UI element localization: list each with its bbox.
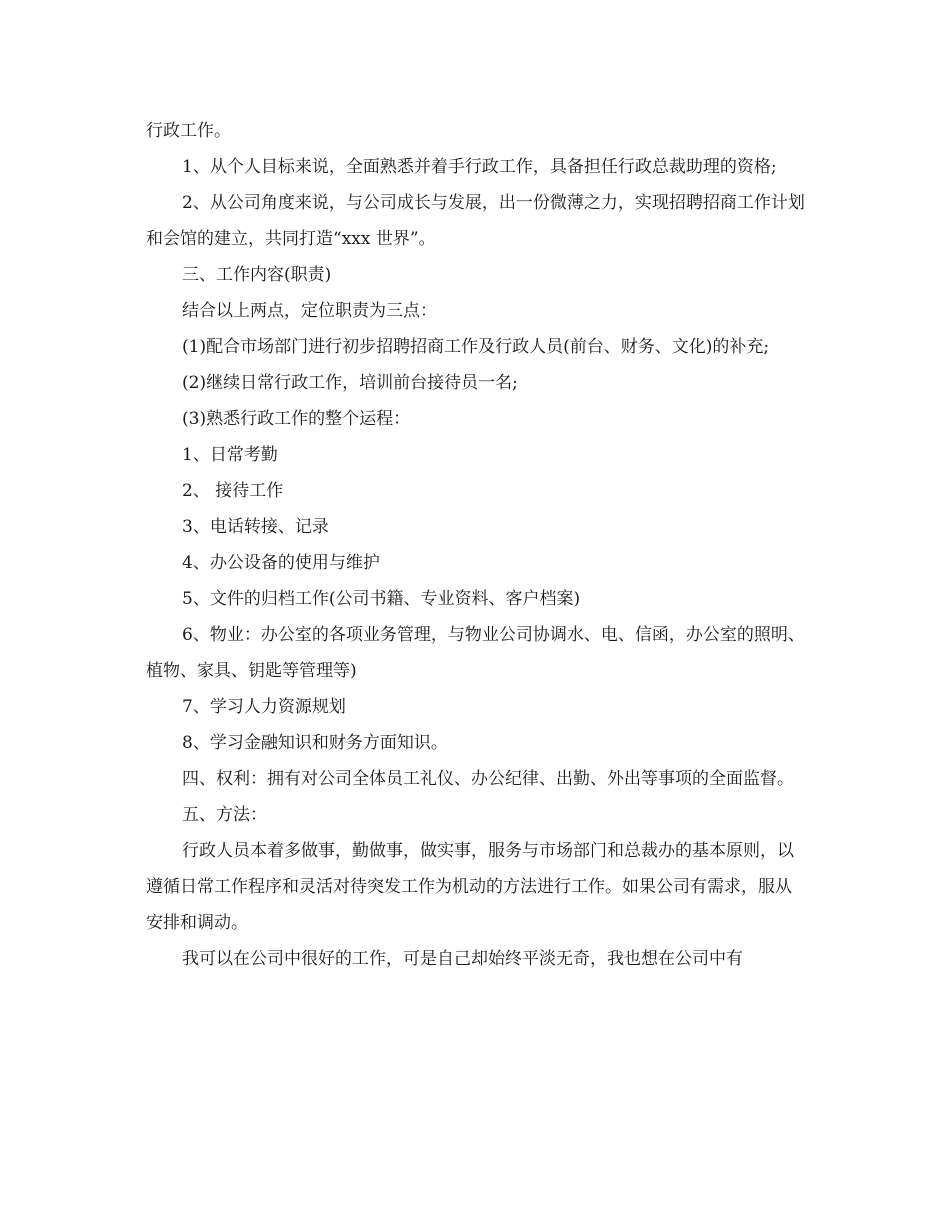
paragraph-closing: 我可以在公司中很好的工作，可是自己却始终平淡无奇，我也想在公司中有 <box>182 949 743 969</box>
paragraph-goal-company: 2、从公司角度来说，与公司成长与发展，出一份微薄之力，实现招聘招商工作计划和会馆的建立，共同打造“xxx 世界”。 <box>146 193 805 249</box>
duty-item-2: (2)继续日常行政工作，培训前台接待员一名; <box>182 373 518 393</box>
list-item-finance: 8、学习金融知识和财务方面知识。 <box>182 733 448 753</box>
section-heading-rights: 四、权利：拥有对公司全体员工礼仪、办公纪律、出勤、外出等事项的全面监督。 <box>182 769 794 789</box>
paragraph-continuation: 行政工作。 <box>146 121 231 141</box>
list-item-filing: 5、文件的归档工作(公司书籍、专业资料、客户档案) <box>182 589 581 609</box>
paragraph-methods: 行政人员本着多做事，勤做事，做实事，服务与市场部门和总裁办的基本原则，以遵循日常工作程序和灵活对待突发工作为机动的方法进行工作。如果公司有需求，服从安排和调动。 <box>146 841 794 933</box>
section-heading-methods: 五、方法： <box>182 805 267 825</box>
list-item-reception: 2、 接待工作 <box>182 481 284 501</box>
list-item-equipment: 4、办公设备的使用与维护 <box>182 553 380 573</box>
duty-item-1: (1)配合市场部门进行初步招聘招商工作及行政人员(前台、财务、文化)的补充; <box>182 337 770 357</box>
section-heading-duties: 三、工作内容(职责) <box>182 265 332 285</box>
list-item-phone: 3、电话转接、记录 <box>182 517 329 537</box>
paragraph-duties-intro: 结合以上两点，定位职责为三点： <box>182 301 437 321</box>
paragraph-goal-personal: 1、从个人目标来说，全面熟悉并着手行政工作，具备担任行政总裁助理的资格; <box>182 157 777 177</box>
duty-item-3: (3)熟悉行政工作的整个运程： <box>182 409 411 429</box>
document-body <box>146 113 806 977</box>
list-item-attendance: 1、日常考勤 <box>182 445 278 465</box>
list-item-hr-planning: 7、学习人力资源规划 <box>182 697 346 717</box>
list-item-property: 6、物业：办公室的各项业务管理，与物业公司协调水、电、信函，办公室的照明、植物、家具、钥匙等管理等) <box>146 625 805 681</box>
